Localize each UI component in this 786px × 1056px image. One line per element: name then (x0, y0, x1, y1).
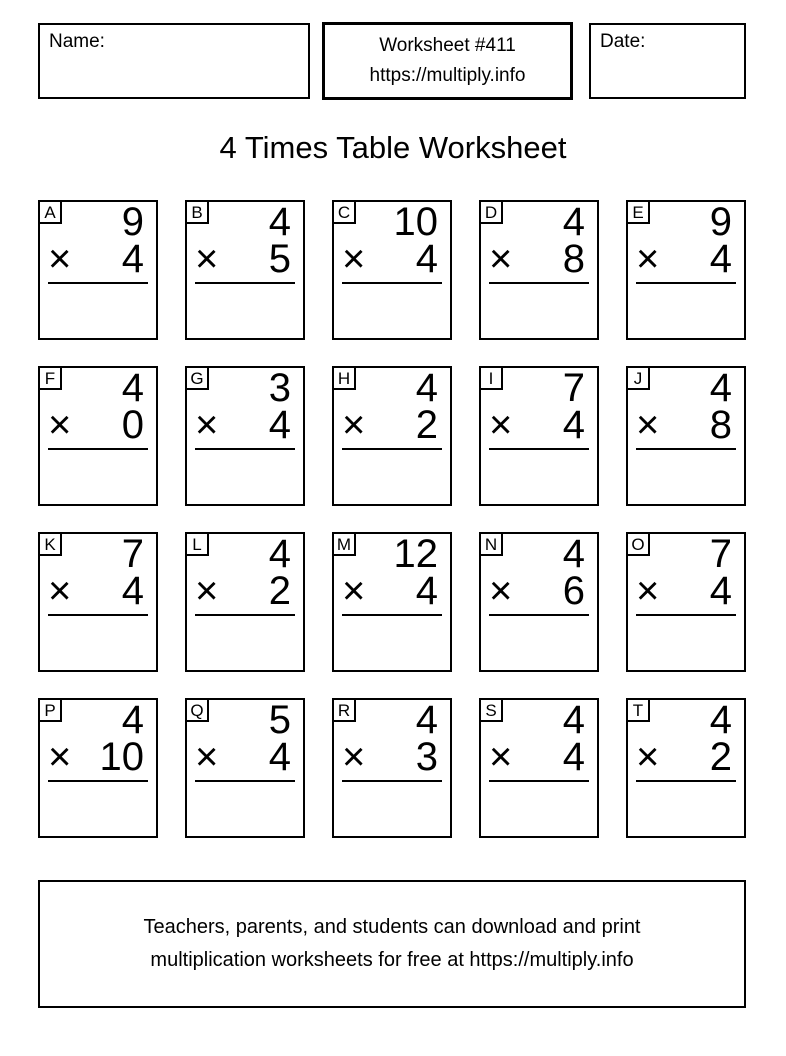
problem-letter: R (337, 700, 351, 720)
multiplier: 5 (268, 237, 291, 281)
problem-letter: D (484, 202, 498, 222)
multiplicand: 4 (562, 698, 585, 742)
multiplier: 2 (268, 569, 291, 613)
multiplier: 2 (709, 735, 732, 779)
answer-space[interactable] (483, 782, 595, 834)
multiplier: 4 (121, 237, 144, 281)
problem-label-box (481, 368, 503, 390)
answer-space[interactable] (630, 782, 742, 834)
problem-card-R (332, 698, 452, 838)
multiply-icon: × (48, 735, 72, 779)
footer-line2: multiplication worksheets for free at https://multiply.info (150, 949, 634, 971)
answer-space[interactable] (630, 616, 742, 668)
multiplier: 10 (99, 735, 144, 779)
worksheet-url: https://multiply.info (369, 65, 526, 86)
problem-label-box (481, 534, 503, 556)
multiplicand: 10 (393, 200, 438, 244)
multiply-icon: × (48, 237, 72, 281)
problem-label-box (628, 202, 650, 224)
answer-space[interactable] (189, 450, 301, 502)
multiply-icon: × (489, 569, 513, 613)
problem-card-B (185, 200, 305, 340)
multiplier: 8 (562, 237, 585, 281)
multiplicand: 4 (121, 698, 144, 742)
multiplier: 4 (562, 403, 585, 447)
problem-letter: P (44, 700, 56, 720)
answer-space[interactable] (483, 616, 595, 668)
multiply-icon: × (342, 403, 366, 447)
problem-letter: F (44, 368, 56, 388)
problem-card-C (332, 200, 452, 340)
multiplicand: 4 (415, 366, 438, 410)
multiplicand: 4 (562, 200, 585, 244)
problem-label-box (334, 534, 356, 556)
answer-space[interactable] (42, 616, 154, 668)
problem-card-A (38, 200, 158, 340)
problem-card-O (626, 532, 746, 672)
worksheet-number: Worksheet #411 (379, 35, 516, 56)
problem-label-box (481, 202, 503, 224)
multiplicand: 7 (121, 532, 144, 576)
problem-label-box (334, 368, 356, 390)
problem-card-K (38, 532, 158, 672)
multiply-icon: × (636, 569, 660, 613)
multiply-icon: × (195, 569, 219, 613)
problem-letter: S (485, 700, 497, 720)
page-title: 4 Times Table Worksheet (219, 130, 567, 165)
problem-card-Q (185, 698, 305, 838)
multiplicand: 7 (709, 532, 732, 576)
problem-label-box (40, 534, 62, 556)
multiply-icon: × (489, 403, 513, 447)
multiply-icon: × (48, 569, 72, 613)
name-field-box[interactable] (38, 23, 310, 99)
multiply-icon: × (636, 237, 660, 281)
problem-label-box (40, 700, 62, 722)
problem-label-box (334, 202, 356, 224)
problem-letter: I (488, 368, 494, 388)
footer-line1: Teachers, parents, and students can download and print (143, 916, 641, 938)
multiplicand: 4 (121, 366, 144, 410)
problem-card-F (38, 366, 158, 506)
problem-label-box (628, 368, 650, 390)
multiply-icon: × (48, 403, 72, 447)
problem-letter: M (336, 534, 352, 554)
multiplicand: 4 (562, 532, 585, 576)
multiplicand: 9 (709, 200, 732, 244)
multiplicand: 4 (268, 200, 291, 244)
problem-letter: G (190, 368, 204, 388)
problem-card-L (185, 532, 305, 672)
multiply-icon: × (636, 403, 660, 447)
multiply-icon: × (489, 735, 513, 779)
multiplicand: 4 (709, 698, 732, 742)
multiply-icon: × (195, 237, 219, 281)
multiplier: 4 (268, 403, 291, 447)
answer-space[interactable] (189, 782, 301, 834)
answer-space[interactable] (630, 450, 742, 502)
answer-space[interactable] (336, 782, 448, 834)
multiplicand: 4 (709, 366, 732, 410)
multiplicand: 7 (562, 366, 585, 410)
problem-letter: T (632, 700, 644, 720)
problem-label-box (187, 700, 209, 722)
multiplier: 0 (121, 403, 144, 447)
date-label: Date: (600, 31, 646, 52)
problem-letter: H (337, 368, 351, 388)
answer-space[interactable] (189, 284, 301, 336)
multiplier: 4 (709, 569, 732, 613)
problem-card-P (38, 698, 158, 838)
problem-card-G (185, 366, 305, 506)
problem-letter: J (633, 368, 643, 388)
problem-letter: K (44, 534, 56, 554)
multiply-icon: × (342, 237, 366, 281)
answer-space[interactable] (42, 450, 154, 502)
multiplicand: 4 (268, 532, 291, 576)
problem-letter: L (192, 534, 202, 554)
multiplicand: 9 (121, 200, 144, 244)
multiplier: 2 (415, 403, 438, 447)
multiply-icon: × (195, 403, 219, 447)
problem-letter: A (44, 202, 56, 222)
answer-space[interactable] (42, 782, 154, 834)
worksheet-info-box (322, 22, 573, 100)
problem-label-box (628, 700, 650, 722)
problem-label-box (40, 368, 62, 390)
multiplier: 8 (709, 403, 732, 447)
date-field-box[interactable] (589, 23, 746, 99)
multiplier: 6 (562, 569, 585, 613)
problem-label-box (40, 202, 62, 224)
problems-grid (38, 200, 746, 838)
problem-letter: N (484, 534, 498, 554)
multiplicand: 3 (268, 366, 291, 410)
multiplier: 4 (268, 735, 291, 779)
problem-card-M (332, 532, 452, 672)
multiplier: 4 (415, 237, 438, 281)
multiplier: 3 (415, 735, 438, 779)
multiplicand: 5 (268, 698, 291, 742)
problem-label-box (187, 534, 209, 556)
name-label: Name: (49, 31, 105, 52)
problem-label-box (481, 700, 503, 722)
problem-letter: C (337, 202, 351, 222)
problem-letter: Q (190, 700, 204, 720)
answer-space[interactable] (336, 450, 448, 502)
problem-card-E (626, 200, 746, 340)
problem-label-box (334, 700, 356, 722)
problem-letter: E (632, 202, 644, 222)
problem-card-N (479, 532, 599, 672)
problem-label-box (187, 202, 209, 224)
multiply-icon: × (342, 569, 366, 613)
multiply-icon: × (342, 735, 366, 779)
problem-label-box (628, 534, 650, 556)
problem-label-box (187, 368, 209, 390)
multiplier: 4 (562, 735, 585, 779)
footer-box (38, 880, 746, 1008)
multiply-icon: × (489, 237, 513, 281)
multiplicand: 12 (393, 532, 438, 576)
answer-space[interactable] (483, 284, 595, 336)
problem-card-T (626, 698, 746, 838)
answer-space[interactable] (483, 450, 595, 502)
problem-card-I (479, 366, 599, 506)
multiplier: 4 (415, 569, 438, 613)
multiply-icon: × (636, 735, 660, 779)
answer-space[interactable] (42, 284, 154, 336)
answer-space[interactable] (336, 284, 448, 336)
problem-card-H (332, 366, 452, 506)
problem-letter: B (191, 202, 203, 222)
answer-space[interactable] (336, 616, 448, 668)
answer-space[interactable] (630, 284, 742, 336)
multiplier: 4 (121, 569, 144, 613)
multiplicand: 4 (415, 698, 438, 742)
problem-card-S (479, 698, 599, 838)
multiplier: 4 (709, 237, 732, 281)
problem-card-J (626, 366, 746, 506)
multiply-icon: × (195, 735, 219, 779)
problem-letter: O (631, 534, 645, 554)
problem-card-D (479, 200, 599, 340)
answer-space[interactable] (189, 616, 301, 668)
